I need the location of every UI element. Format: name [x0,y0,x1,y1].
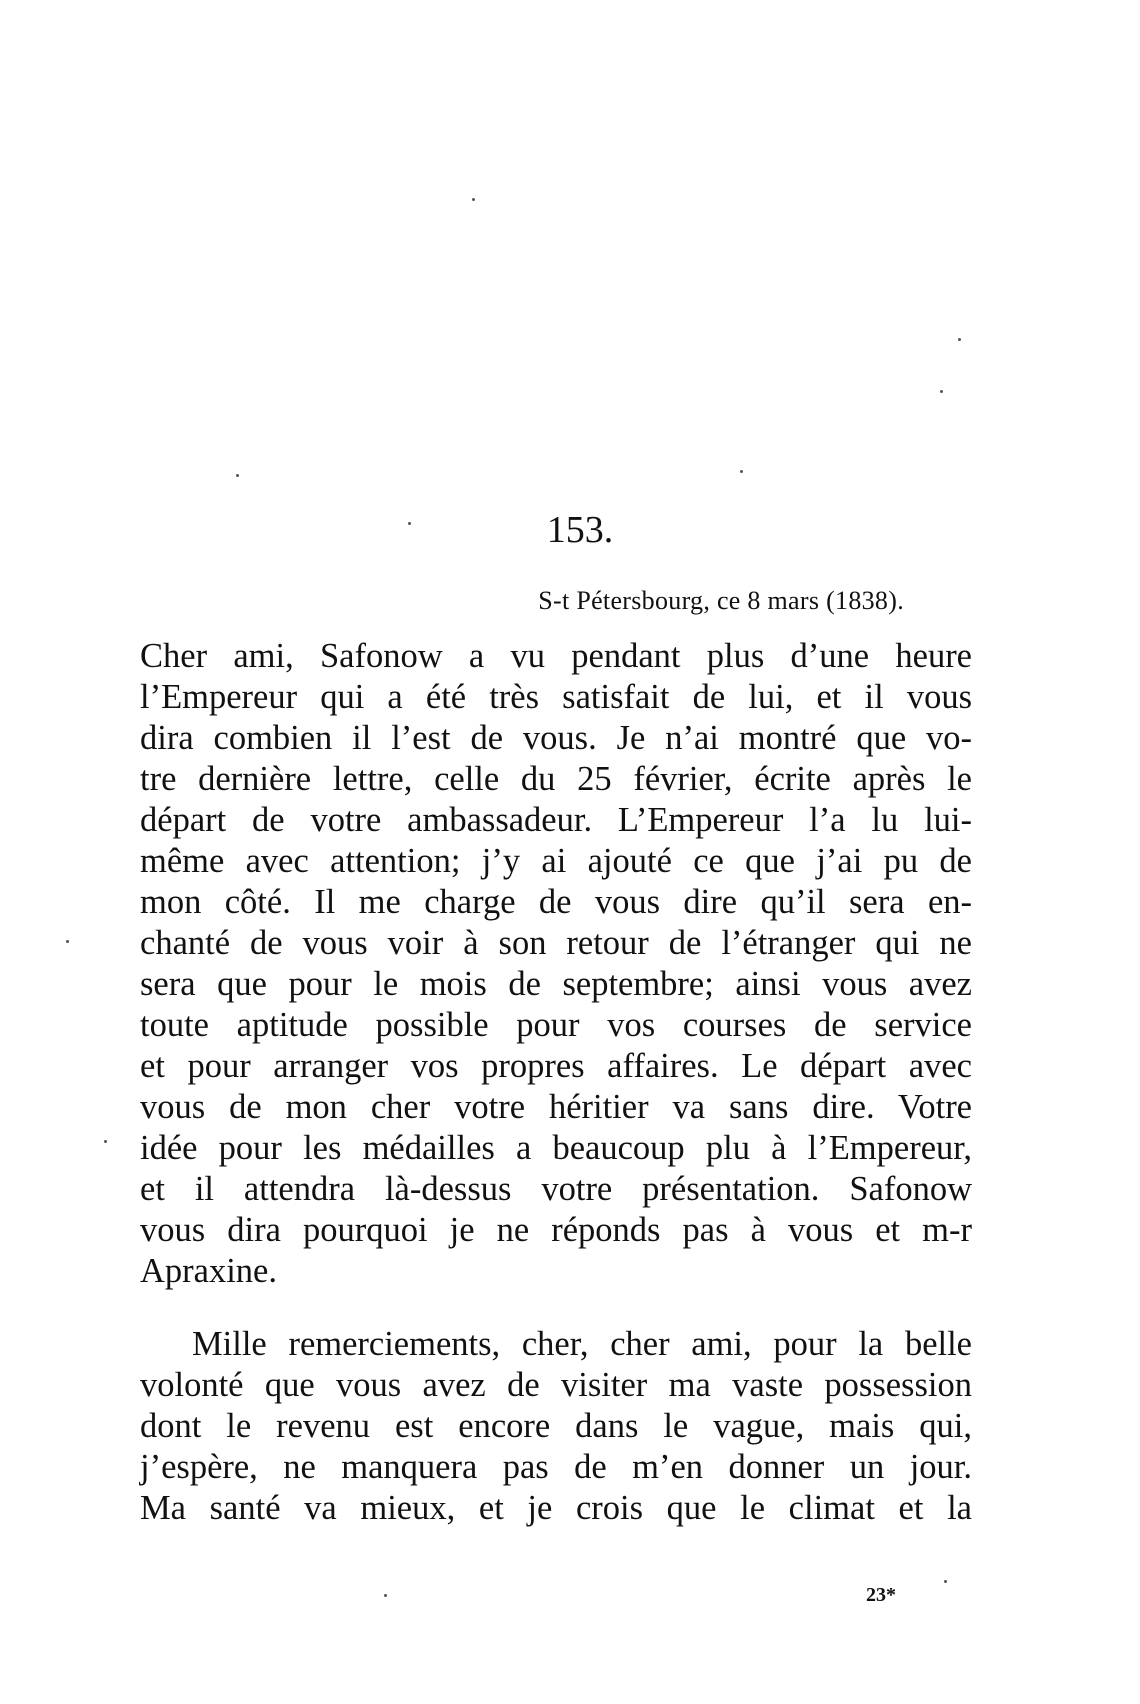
text-line: vous dira pourquoi je ne réponds pas à vous et m-r [140,1211,972,1249]
signature-mark: 23* [866,1584,896,1606]
paragraph-2 [140,1324,972,1529]
text-line: sera que pour le mois de septembre; ainsi vous avez [140,965,972,1003]
scan-speck [740,470,743,473]
text-line: j’espère, ne manquera pas de m’en donner un jour. [140,1448,972,1486]
text-line: et il attendra là-dessus votre présentation. Safonow [140,1170,972,1208]
scan-speck [66,940,69,943]
text-line: l’Empereur qui a été très satisfait de lui, et il vous [140,678,972,716]
text-line: départ de votre ambassadeur. L’Empereur l’a lu lui- [140,801,972,839]
scan-speck [104,1140,107,1143]
text-line: Ma santé va mieux, et je crois que le climat et la [140,1489,972,1527]
text-line: et pour arranger vos propres affaires. Le départ avec [140,1047,972,1085]
letter-number: 153. [546,509,614,551]
text-line: chanté de vous voir à son retour de l’étranger qui ne [140,924,972,962]
text-line: volonté que vous avez de visiter ma vaste possession [140,1366,972,1404]
scan-speck [958,338,961,341]
text-line: mon côté. Il me charge de vous dire qu’il sera en- [140,883,972,921]
text-line: vous de mon cher votre héritier va sans dire. Votre [140,1088,972,1126]
text-line: idée pour les médailles a beaucoup plu à l’Empereur, [140,1129,972,1167]
dateline: S-t Pétersbourg, ce 8 mars (1838). [538,586,904,615]
scan-speck [236,474,239,477]
paragraph-1 [140,636,972,1292]
text-line: Cher ami, Safonow a vu pendant plus d’une heure [140,637,972,675]
scan-speck [408,522,411,525]
scan-speck [944,1580,947,1583]
text-line: même avec attention; j’y ai ajouté ce que j’ai pu de [140,842,972,880]
text-line: Mille remerciements, cher, cher ami, pour la belle [192,1325,972,1363]
text-line: tre dernière lettre, celle du 25 février, écrite après le [140,760,972,798]
text-line: dira combien il l’est de vous. Je n’ai montré que vo- [140,719,972,757]
text-line: dont le revenu est encore dans le vague, mais qui, [140,1407,972,1445]
text-line: Apraxine. [140,1252,277,1290]
scan-speck [472,198,475,201]
scan-speck [384,1594,387,1597]
scan-speck [940,390,943,393]
text-line: toute aptitude possible pour vos courses de service [140,1006,972,1044]
